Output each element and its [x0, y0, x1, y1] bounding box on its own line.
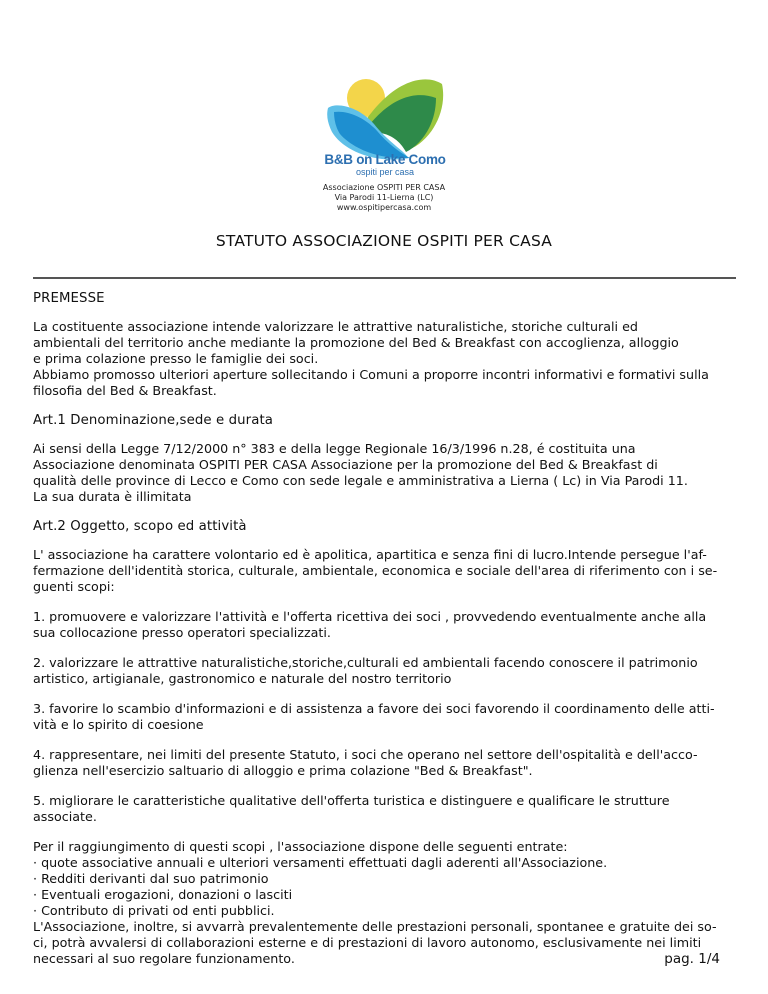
- art1-paragraph: [33, 441, 733, 505]
- text-line: Abbiamo promosso ulteriori aperture sollecitando i Comuni a proporre incontri informativi e formativi sulla: [33, 367, 709, 382]
- text-line: artistico, artigianale, gastronomico e naturale del nostro territorio: [33, 671, 452, 686]
- text-line: e prima colazione presso le famiglie dei soci.: [33, 351, 319, 366]
- association-name: Associazione OSPITI PER CASA: [322, 183, 446, 192]
- text-line: ambientali del territorio anche mediante la promozione del Bed & Breakfast con accoglienza, alloggio: [33, 335, 679, 350]
- scopo-2-paragraph: [33, 655, 733, 687]
- text-line: sua collocazione presso operatori specializzati.: [33, 625, 331, 640]
- bullet-line: · quote associative annuali e ulteriori versamenti effettuati dagli aderenti all'Associazione.: [33, 855, 608, 870]
- text-line: Ai sensi della Legge 7/12/2000 n° 383 e della legge Regionale 16/3/1996 n.28, é costituita una: [33, 441, 636, 456]
- text-line: 1. promuovere e valorizzare l'attività e l'offerta ricettiva dei soci , provvedendo eventualmente anche alla: [33, 609, 707, 624]
- title-divider: [33, 277, 736, 279]
- brand-name: B&B on Lake Como: [324, 152, 446, 167]
- entrate-paragraph: [33, 839, 733, 967]
- document-title: STATUTO ASSOCIAZIONE OSPITI PER CASA: [215, 232, 553, 250]
- art2-intro-paragraph: [33, 547, 733, 595]
- text-line: 2. valorizzare le attrattive naturalistiche,storiche,culturali ed ambientali facendo conoscere il patrimonio: [33, 655, 698, 670]
- premesse-paragraph: [33, 319, 733, 399]
- text-line: Associazione denominata OSPITI PER CASA Associazione per la promozione del Bed & Breakfast di: [33, 457, 658, 472]
- text-line: glienza nell'esercizio saltuario di alloggio e prima colazione "Bed & Breakfast".: [33, 763, 533, 778]
- art2-heading: Art.2 Oggetto, scopo ed attività: [33, 519, 247, 534]
- bullet-line: · Redditi derivanti dal suo patrimonio: [33, 871, 269, 886]
- text-line: ci, potrà avvalersi di collaborazioni esterne e di prestazioni di lavoro autonomo, esclusivamente nei limiti: [33, 935, 702, 950]
- text-line: vità e lo spirito di coesione: [33, 717, 204, 732]
- text-line: L' associazione ha carattere volontario ed è apolitica, apartitica e senza fini di lucro.Intende persegue l'af-: [33, 547, 707, 562]
- text-line: 5. migliorare le caratteristiche qualitative dell'offerta turistica e distinguere e qualificare le strutture: [33, 793, 670, 808]
- scopo-3-paragraph: [33, 701, 733, 733]
- text-line: necessari al suo regolare funzionamento.: [33, 951, 295, 966]
- text-line: L'Associazione, inoltre, si avvarrà prevalentemente delle prestazioni personali, spontanee e gratuite dei so-: [33, 919, 717, 934]
- brand-block: [318, 152, 452, 177]
- text-line: fermazione dell'identità storica, culturale, ambientale, economica e sociale dell'area di riferimento con i se-: [33, 563, 718, 578]
- bullet-line: · Contributo di privati od enti pubblici.: [33, 903, 275, 918]
- text-line: Per il raggiungimento di questi scopi , l'associazione dispone delle seguenti entrate:: [33, 839, 568, 854]
- bullet-line: · Eventuali erogazioni, donazioni o lasciti: [33, 887, 293, 902]
- page-number: pag. 1/4: [664, 951, 720, 967]
- association-logo: [318, 72, 452, 162]
- brand-tagline: ospiti per casa: [355, 167, 415, 177]
- text-line: 4. rappresentare, nei limiti del presente Statuto, i soci che operano nel settore dell'ospitalità e dell'acco-: [33, 747, 698, 762]
- text-line: guenti scopi:: [33, 579, 115, 594]
- association-address: Via Parodi 11-Lierna (LC): [334, 193, 434, 202]
- text-line: qualità delle province di Lecco e Como con sede legale e amministrativa a Lierna ( Lc) in Via Parodi 11.: [33, 473, 688, 488]
- premesse-heading: PREMESSE: [33, 291, 105, 306]
- text-line: La sua durata è illimitata: [33, 489, 192, 504]
- text-line: associate.: [33, 809, 97, 824]
- document-body: [33, 291, 733, 967]
- text-line: La costituente associazione intende valorizzare le attrattive naturalistiche, storiche culturali ed: [33, 319, 638, 334]
- association-address-block: [234, 183, 534, 213]
- text-line: filosofia del Bed & Breakfast.: [33, 383, 217, 398]
- scopo-4-paragraph: [33, 747, 733, 779]
- association-website: www.ospitipercasa.com: [336, 203, 432, 212]
- scopo-1-paragraph: [33, 609, 733, 641]
- scopo-5-paragraph: [33, 793, 733, 825]
- art1-heading: Art.1 Denominazione,sede e durata: [33, 413, 274, 428]
- text-line: 3. favorire lo scambio d'informazioni e di assistenza a favore dei soci favorendo il coordinamento delle atti-: [33, 701, 715, 716]
